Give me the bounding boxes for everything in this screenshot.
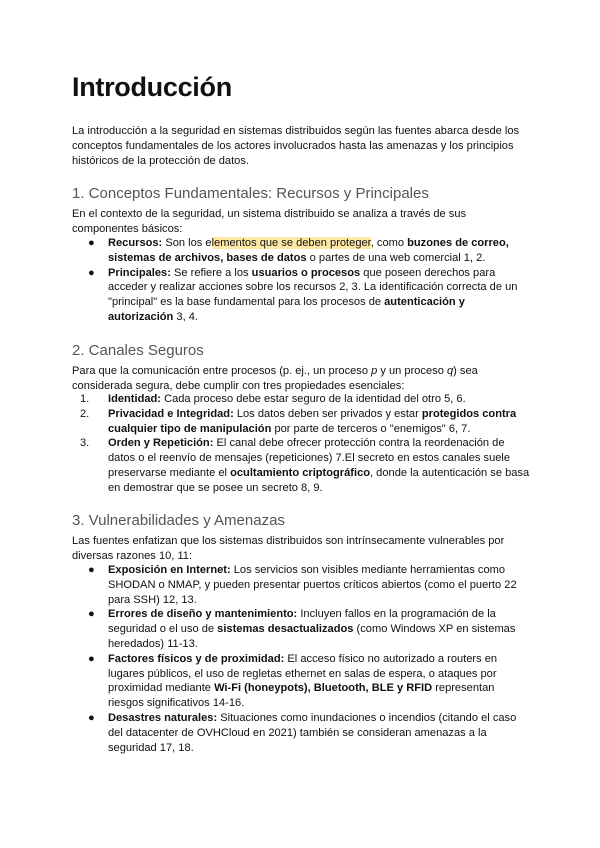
item-term: Recursos: <box>108 237 163 249</box>
list-item <box>72 236 532 266</box>
item-bold: Wi-Fi (honeypots), Bluetooth, BLE y RFID <box>214 682 433 695</box>
item-text: por parte de terceros o "enemigos" 6, 7. <box>271 422 471 435</box>
highlighted-text: lementos que se deben proteger <box>211 237 371 249</box>
item-text: representan riesgos significativos 14-16. <box>108 682 495 710</box>
item-text: Situaciones como inundaciones o incendios (citando el caso del datacenter de OVHCloud en 2021) también se consideran amenazas a la seguridad 17, 18. <box>108 711 517 754</box>
section-3-heading: 3. Vulnerabilidades y Amenazas <box>72 512 285 529</box>
item-bold: protegidos contra cualquier tipo de manipulación <box>108 407 517 435</box>
section-3-list <box>72 563 532 755</box>
bullet-marker: ● <box>88 652 95 665</box>
list-item <box>72 652 532 711</box>
item-text: , donde la autenticación se basa en demostrar que se posee un secreto 8, 9. <box>108 466 530 494</box>
section-1-heading: 1. Conceptos Fundamentales: Recursos y Principales <box>72 185 429 202</box>
item-text: Incluyen fallos en la programación de la seguridad o el uso de <box>108 608 496 636</box>
page-title: Introducción <box>72 72 232 102</box>
item-term: Orden y Repetición: <box>108 437 214 450</box>
item-bold: sistemas desactualizados <box>217 623 354 636</box>
list-item <box>72 407 532 437</box>
item-text: Los servicios son visibles mediante herramientas como SHODAN o NMAP, y pueden presentar puertos críticos abiertos (como el puerto 22 para SSH) 12, 13. <box>108 564 517 606</box>
item-bold: autenticación y autorización <box>108 296 465 323</box>
item-bold: usuarios o procesos <box>251 266 361 279</box>
lead-text: ) sea considerada segura, debe cumplir con tres propiedades esenciales: <box>72 365 478 392</box>
section-3-lead: Las fuentes enfatizan que los sistemas distribuidos son intrínsecamente vulnerables por diversas razones 10, 11: <box>72 535 505 562</box>
item-term: Privacidad e Integridad: <box>108 407 234 420</box>
section-2-lead <box>72 364 532 394</box>
list-item <box>72 607 532 651</box>
list-item <box>72 392 532 407</box>
item-text: El canal debe ofrecer protección contra la reordenación de datos o el reenvío de mensajes (repeticiones) 7.El secreto en estos canales suele preservarse mediante el <box>108 437 511 479</box>
section-2-list <box>72 392 532 496</box>
item-text: 3, 4. <box>173 310 199 323</box>
lead-text: Para que la comunicación entre procesos (p. ej., un proceso <box>72 365 372 377</box>
section-1-lead: En el contexto de la seguridad, un sistema distribuido se analiza a través de sus componentes básicos: <box>72 208 467 235</box>
item-text: , como <box>370 237 408 249</box>
item-bold: buzones de correo, sistemas de archivos, bases de datos <box>108 237 509 264</box>
item-term: Identidad: <box>108 393 161 405</box>
item-text: El acceso físico no autorizado a routers en lugares públicos, el uso de regletas ethernet en salas de espera, o ataques por proximidad mediante <box>108 652 498 695</box>
item-bold: ocultamiento criptográfico <box>230 466 371 479</box>
list-item <box>72 563 532 607</box>
item-term: Errores de diseño y mantenimiento: <box>108 608 298 621</box>
item-text: o partes de una web comercial 1, 2. <box>306 251 486 264</box>
intro-paragraph: La introducción a la seguridad en sistemas distribuidos según las fuentes abarca desde los conceptos fundamentales de los actores involucrados hasta las amenazas y los principios históricos de la protección de datos. <box>72 125 520 167</box>
list-item <box>72 436 532 495</box>
item-text: que poseen derechos para acceder y realizar acciones sobre los recursos 2, 3. La identificación correcta de un "principal" es la base fundamental para los procesos de <box>108 266 518 309</box>
list-number: 3. <box>80 437 90 450</box>
item-text: (como Windows XP en sistemas heredados) 11-13. <box>108 623 516 650</box>
item-text: Son los e <box>162 237 212 249</box>
lead-italic: q <box>446 365 454 377</box>
section-2-heading: 2. Canales Seguros <box>72 342 204 359</box>
bullet-marker: ● <box>88 237 95 249</box>
lead-text: y un proceso <box>377 365 447 377</box>
item-text: Cada proceso debe estar seguro de la identidad del otro 5, 6. <box>161 393 466 405</box>
list-number: 1. <box>80 393 90 405</box>
list-number: 2. <box>80 407 90 420</box>
list-item <box>72 266 532 325</box>
item-term: Factores físicos y de proximidad: <box>108 652 285 665</box>
section-1-list <box>72 236 532 325</box>
list-item <box>72 711 532 755</box>
item-term: Desastres naturales: <box>108 711 218 724</box>
bullet-marker: ● <box>88 711 95 724</box>
item-text: Se refiere a los <box>170 266 252 279</box>
bullet-marker: ● <box>88 564 95 576</box>
bullet-marker: ● <box>88 608 95 621</box>
item-term: Exposición en Internet: <box>108 564 231 576</box>
item-text: Los datos deben ser privados y estar <box>233 407 422 420</box>
lead-italic: p <box>371 365 378 377</box>
bullet-marker: ● <box>88 266 95 279</box>
item-term: Principales: <box>108 266 171 279</box>
